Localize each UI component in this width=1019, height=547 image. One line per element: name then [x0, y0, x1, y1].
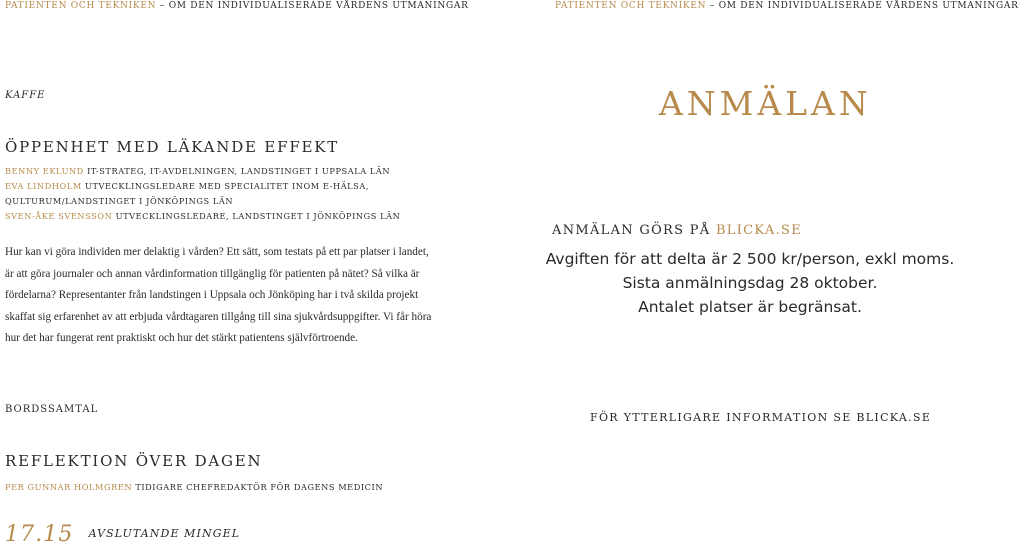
speaker-entry	[5, 164, 400, 179]
registration-details	[540, 247, 960, 319]
running-head-left-part1: PATIENTEN OCH TEKNIKEN	[5, 1, 157, 11]
speaker-name: SVEN-ÅKE SVENSSON	[5, 211, 113, 221]
speaker-role: TIDIGARE CHEFREDAKTÖR FÖR DAGENS MEDICIN	[135, 482, 384, 492]
speaker-role: QULTURUM/LANDSTINGET I JÖNKÖPINGS LÄN	[5, 196, 234, 206]
closing-label: AVSLUTANDE MINGEL	[88, 527, 241, 540]
running-head-right-part2: OM DEN INDIVIDUALISERADE VÅRDENS UTMANINGAR	[718, 1, 1019, 11]
registration-link[interactable]: BLICKA.SE	[715, 223, 803, 238]
registration-deadline: Sista anmälningsdag 28 oktober.	[622, 274, 878, 292]
running-head-right-part1: PATIENTEN OCH TEKNIKEN	[555, 1, 707, 11]
running-head-left	[5, 1, 469, 11]
speaker-entry	[5, 179, 400, 194]
talk-title-reflektion: REFLEKTION ÖVER DAGEN	[5, 452, 263, 470]
registration-heading	[552, 223, 802, 238]
speaker-role: UTVECKLINGSLEDARE MED SPECIALITET INOM E-HÄLSA,	[85, 181, 370, 191]
registration-limited: Antalet platser är begränsat.	[638, 298, 862, 316]
running-head-right-sep: –	[709, 1, 716, 11]
closing-time: 17.15	[5, 522, 74, 547]
speaker-entry	[5, 209, 400, 224]
section-label-bordssamtal: BORDSSAMTAL	[5, 404, 99, 415]
closing-row	[5, 522, 240, 547]
speaker-entry-holmgren	[5, 480, 383, 495]
speaker-list	[5, 164, 400, 224]
more-info-line: FÖR YTTERLIGARE INFORMATION SE BLICKA.SE	[590, 411, 932, 424]
speaker-name: EVA LINDHOLM	[5, 181, 82, 191]
speaker-name: PER GUNNAR HOLMGREN	[5, 482, 133, 492]
section-label-kaffe: KAFFE	[5, 90, 46, 101]
speaker-name: BENNY EKLUND	[5, 166, 84, 176]
running-head-right	[555, 1, 1019, 11]
registration-heading-text: ANMÄLAN GÖRS PÅ	[552, 223, 716, 238]
page-title-anmalan: ANMÄLAN	[659, 84, 872, 123]
talk-description: Hur kan vi göra individen mer delaktig i vården? Ett sätt, som testats på ett par platser i landet, är att göra journaler och annan vårdinformation tillgänglig för patienten på nätet? Så vilka är fördelarna? Representanter från landstingen i Uppsala och Jönköping har i två skilda projekt skaffat sig erfarenhet av att erbjuda vårdtagaren tillgång till sina sjukvårdsuppgifter. Vi får höra hur det har fungerat rent praktiskt och hur det stärkt patientens självförtroende.	[5, 246, 432, 345]
running-head-left-sep: –	[159, 1, 166, 11]
talk-title-oppenhet: ÖPPENHET MED LÄKANDE EFFEKT	[5, 138, 340, 156]
registration-fee: Avgiften för att delta är 2 500 kr/person, exkl moms.	[545, 250, 955, 268]
speaker-role: UTVECKLINGSLEDARE, LANDSTINGET I JÖNKÖPINGS LÄN	[115, 211, 401, 221]
running-head-left-part2: OM DEN INDIVIDUALISERADE VÅRDENS UTMANINGAR	[168, 1, 469, 11]
speaker-entry	[5, 194, 400, 209]
speaker-role: IT-STRATEG, IT-AVDELNINGEN, LANDSTINGET I UPPSALA LÄN	[87, 166, 391, 176]
